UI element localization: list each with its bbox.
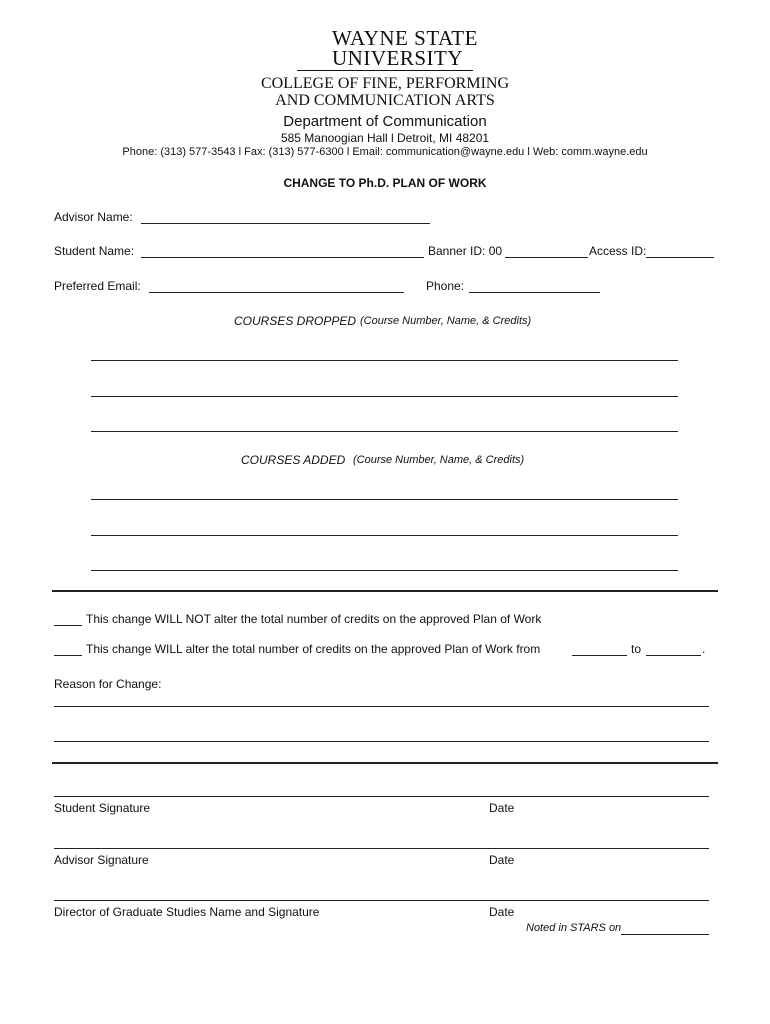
credits-period: .	[702, 642, 706, 656]
dropped-course-line-2[interactable]	[91, 396, 678, 397]
option-alter-label: This change WILL alter the total number of credits on the approved Plan of Work from	[86, 642, 541, 656]
courses-dropped-heading: COURSES DROPPED	[234, 314, 357, 328]
reason-line-2[interactable]	[54, 741, 709, 742]
director-signature-line[interactable]	[54, 900, 709, 901]
student-name-label: Student Name:	[54, 244, 135, 258]
courses-added-heading: COURSES ADDED	[241, 453, 346, 467]
phone-field[interactable]	[469, 292, 600, 293]
department-address: 585 Manoogian Hall l Detroit, MI 48201	[280, 131, 490, 145]
option-alter-checkbox[interactable]	[54, 655, 82, 656]
advisor-signature-line[interactable]	[54, 848, 709, 849]
access-id-label: Access ID:	[589, 244, 647, 258]
advisor-signature-label: Advisor Signature	[54, 853, 149, 867]
credits-to-field[interactable]	[646, 655, 701, 656]
university-logo-line2: UNIVERSITY	[332, 46, 463, 70]
college-name-line1: COLLEGE OF FINE, PERFORMING	[260, 75, 509, 92]
reason-line-1[interactable]	[54, 706, 709, 707]
banner-id-field[interactable]	[505, 257, 588, 258]
dropped-course-line-1[interactable]	[91, 360, 678, 361]
director-date-label: Date	[489, 905, 515, 919]
banner-id-label: Banner ID: 00	[428, 244, 503, 258]
courses-added-note: (Course Number, Name, & Credits)	[353, 454, 525, 466]
advisor-name-label: Advisor Name:	[54, 210, 133, 224]
option-not-alter-checkbox[interactable]	[54, 625, 82, 626]
stars-note-label: Noted in STARS on	[526, 922, 622, 934]
preferred-email-label: Preferred Email:	[54, 279, 141, 293]
student-date-label: Date	[489, 801, 515, 815]
advisor-date-label: Date	[489, 853, 515, 867]
phone-label: Phone:	[426, 279, 465, 293]
preferred-email-field[interactable]	[149, 292, 404, 293]
reason-label: Reason for Change:	[54, 677, 162, 691]
form-title: CHANGE TO Ph.D. PLAN OF WORK	[283, 176, 487, 190]
credits-to-label: to	[631, 642, 642, 656]
section-divider-2	[52, 762, 718, 764]
stars-date-field[interactable]	[621, 934, 709, 935]
section-divider-1	[52, 590, 718, 592]
department-name: Department of Communication	[283, 113, 487, 130]
added-course-line-3[interactable]	[91, 570, 678, 571]
credits-from-field[interactable]	[572, 655, 627, 656]
added-course-line-2[interactable]	[91, 535, 678, 536]
courses-dropped-note: (Course Number, Name, & Credits)	[360, 315, 532, 327]
student-signature-line[interactable]	[54, 796, 709, 797]
option-not-alter-label: This change WILL NOT alter the total number of credits on the approved Plan of Work	[86, 612, 542, 626]
department-contact: Phone: (313) 577-3543 l Fax: (313) 577-6300 l Email: communication@wayne.edu l Web: comm.wayne.edu	[122, 146, 648, 158]
added-course-line-1[interactable]	[91, 499, 678, 500]
dropped-course-line-3[interactable]	[91, 431, 678, 432]
student-signature-label: Student Signature	[54, 801, 151, 815]
college-name-line2: AND COMMUNICATION ARTS	[275, 92, 495, 109]
access-id-field[interactable]	[646, 257, 714, 258]
university-logo-line1: WAYNE STATE	[332, 26, 478, 50]
advisor-name-field[interactable]	[141, 223, 430, 224]
director-signature-label: Director of Graduate Studies Name and Signature	[54, 905, 320, 919]
logo-divider	[297, 70, 473, 71]
student-name-field[interactable]	[141, 257, 424, 258]
